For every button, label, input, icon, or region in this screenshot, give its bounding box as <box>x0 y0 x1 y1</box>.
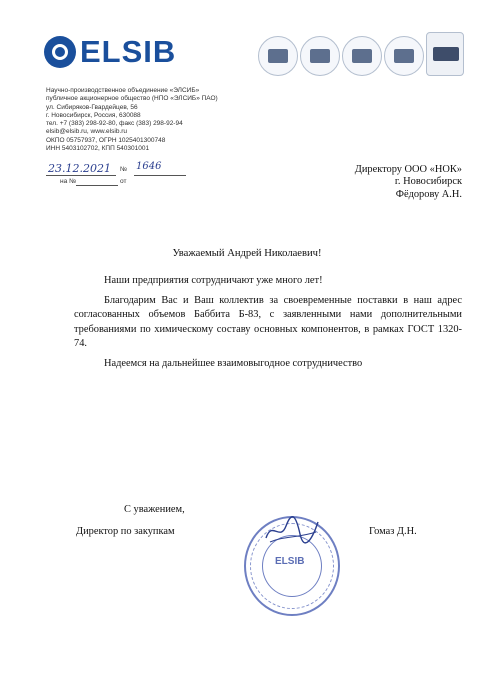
paragraph: Надеемся на дальнейшее взаимовыгодное сотрудничество <box>104 357 363 369</box>
registration-date: 23.12.2021 <box>48 162 111 175</box>
paragraph: Наши предприятия сотрудничают уже много лет! <box>104 275 323 286</box>
certification-logos <box>256 28 468 84</box>
company-line: тел. +7 (383) 298-92-80, факс (383) 298-92-94 <box>46 120 183 128</box>
addressee-line: Фёдорову А.Н. <box>395 188 462 200</box>
ref-number-label: на № <box>60 178 77 185</box>
iqnet-certificate-icon <box>426 32 464 76</box>
certification-seal-icon <box>384 36 424 76</box>
company-line: ул. Сибиряков-Гвардейцев, 56 <box>46 103 138 111</box>
ref-from-label: от <box>120 178 127 185</box>
company-line: elsib@elsib.ru, www.elsib.ru <box>46 128 128 136</box>
closing: С уважением, <box>124 504 185 515</box>
certification-seal-icon <box>342 36 382 76</box>
addressee-line: г. Новосибирск <box>394 176 462 188</box>
company-logo <box>44 36 214 70</box>
salutation: Уважаемый Андрей Николаевич! <box>172 248 322 259</box>
number-label: № <box>120 166 128 173</box>
date-underline <box>46 175 116 176</box>
company-line: публичное акционерное общество (НПО «ЭЛСИБ» ПАО) <box>46 95 218 103</box>
elsib-logo-icon <box>44 36 76 68</box>
company-line: ОКПО 05757937, ОГРН 1025401300748 <box>46 136 166 144</box>
signatory-title: Директор по закупкам <box>76 526 175 537</box>
signatory-name: Гомаз Д.Н. <box>369 526 417 537</box>
company-details <box>46 87 246 153</box>
company-line: г. Новосибирск, Россия, 630088 <box>46 111 141 119</box>
certification-seal-icon <box>258 36 298 76</box>
handwritten-signature-icon <box>262 512 322 548</box>
paragraph: Благодарим Вас и Ваш коллектив за своевременные поставки в наш адрес согласованных объемов Баббита Б-83, с заявленными нами дополнительными требованиями по химическому составу основных компонентов, в рамках ГОСТ 1320-74. <box>74 294 462 350</box>
certification-seal-icon <box>300 36 340 76</box>
registration-block <box>46 161 246 186</box>
registration-number: 1646 <box>136 161 162 172</box>
company-line: Научно-производственное объединение «ЭЛСИБ» <box>46 87 200 94</box>
stamp-logo-text: ELSIB <box>275 556 305 567</box>
addressee-block <box>242 164 462 201</box>
addressee-line: Директору ООО «НОК» <box>354 164 462 175</box>
company-line: ИНН 5403102702, КПП 540301001 <box>46 145 150 153</box>
letter-body <box>74 274 462 377</box>
ref-underline <box>76 185 118 186</box>
logo-text: ELSIB <box>80 34 177 69</box>
number-underline <box>134 175 186 176</box>
